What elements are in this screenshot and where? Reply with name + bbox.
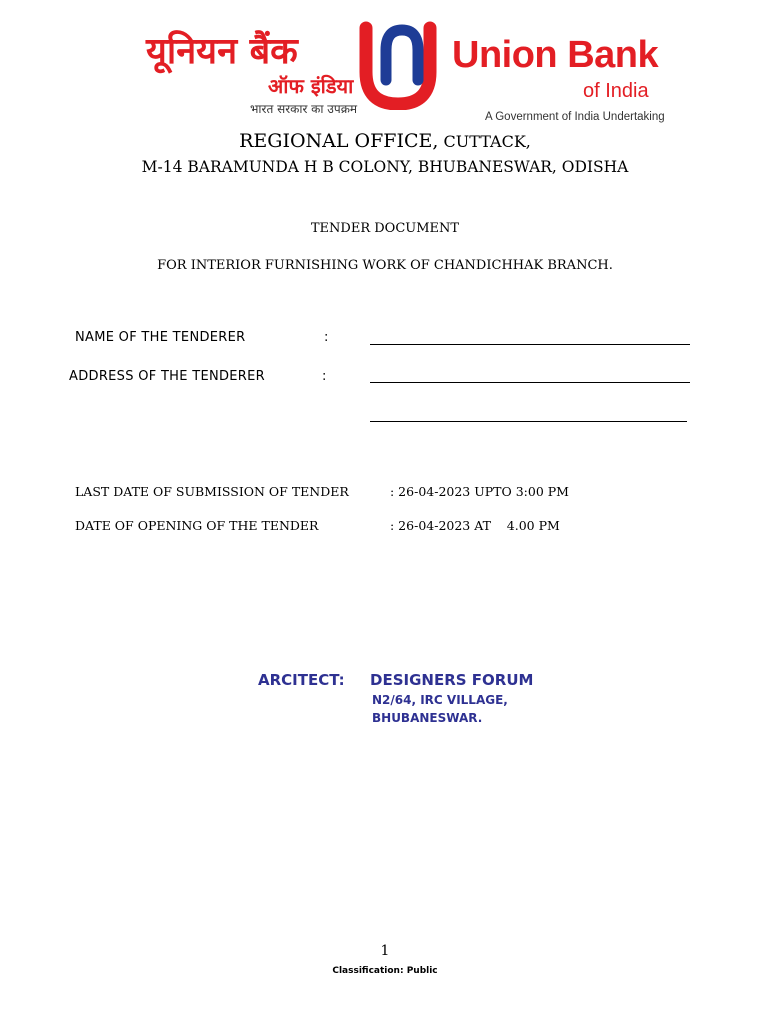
- submission-date-label: LAST DATE OF SUBMISSION OF TENDER: [75, 484, 349, 499]
- office-heading-part2: CUTTACK,: [438, 132, 531, 151]
- tenderer-name-blank[interactable]: [370, 344, 690, 345]
- architect-address-line2: BHUBANESWAR.: [372, 711, 483, 725]
- architect-address-line1: N2/64, IRC VILLAGE,: [372, 693, 508, 707]
- logo-hindi-name: यूनियन बैंक: [146, 31, 298, 72]
- architect-name: DESIGNERS FORUM: [370, 671, 534, 689]
- tenderer-address-blank-2[interactable]: [370, 421, 687, 422]
- office-heading: [0, 130, 770, 153]
- document-subtitle: FOR INTERIOR FURNISHING WORK OF CHANDICHHAK BRANCH.: [157, 258, 613, 273]
- logo-hindi-tagline: भारत सरकार का उपक्रम: [250, 102, 358, 116]
- opening-date-label: DATE OF OPENING OF THE TENDER: [75, 518, 319, 533]
- office-heading-part1: REGIONAL OFFICE,: [239, 130, 439, 152]
- tenderer-name-label: NAME OF THE TENDERER: [75, 330, 246, 345]
- logo-english-name: Union Bank: [452, 34, 659, 76]
- logo-english-tagline: A Government of India Undertaking: [485, 111, 665, 123]
- opening-date-value: : 26-04-2023 AT 4.00 PM: [390, 518, 560, 533]
- architect-label: ARCITECT:: [258, 671, 345, 689]
- tenderer-address-colon: :: [322, 369, 327, 384]
- union-bank-logo: [140, 14, 665, 126]
- classification-label: Classification: Public: [332, 966, 438, 976]
- tenderer-address-label: ADDRESS OF THE TENDERER: [69, 369, 265, 384]
- union-bank-emblem-icon: [358, 14, 438, 110]
- submission-date-value: : 26-04-2023 UPTO 3:00 PM: [390, 484, 569, 499]
- tenderer-name-colon: :: [324, 330, 329, 345]
- logo-english-sub: of India: [583, 80, 649, 102]
- office-address: M-14 BARAMUNDA H B COLONY, BHUBANESWAR, ODISHA: [141, 158, 629, 176]
- page-number: 1: [380, 943, 390, 959]
- document-title: TENDER DOCUMENT: [310, 221, 460, 236]
- logo-hindi-sub: ऑफ इंडिया: [268, 74, 354, 98]
- tenderer-address-blank-1[interactable]: [370, 382, 690, 383]
